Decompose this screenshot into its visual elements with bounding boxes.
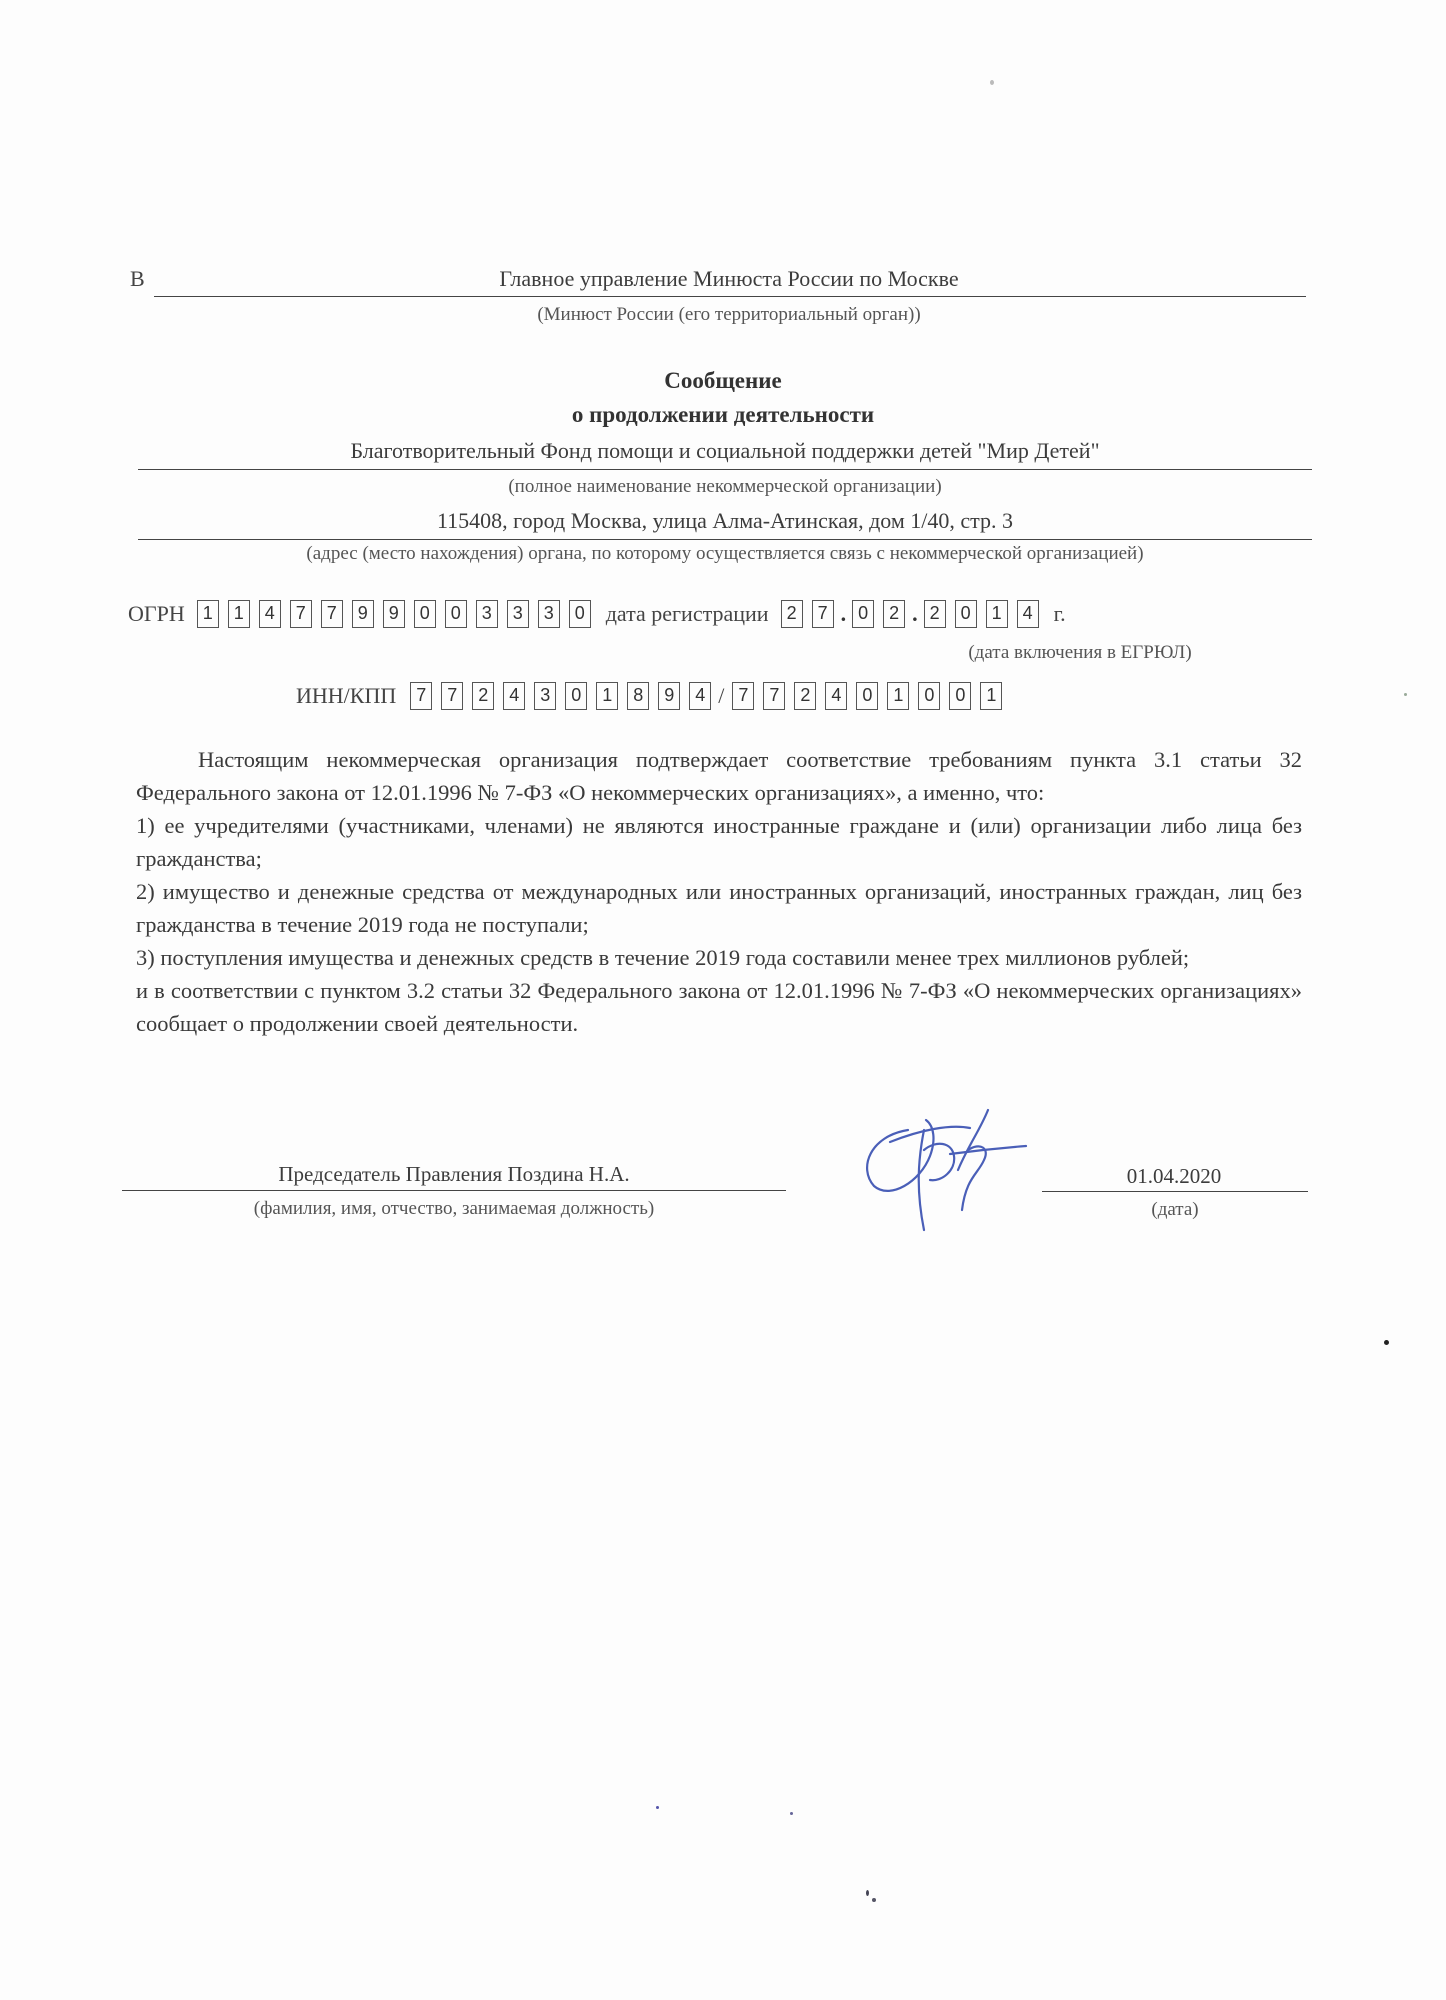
day-digit-cell: 7 xyxy=(812,600,834,628)
scan-speck xyxy=(656,1806,659,1809)
ogrn-digit-cell: 3 xyxy=(476,600,498,628)
inn-kpp-label: ИНН/КПП xyxy=(296,683,397,708)
inn-digit-cell: 1 xyxy=(596,682,618,710)
year-digit-cell: 0 xyxy=(955,600,977,628)
ogrn-row xyxy=(128,600,1066,628)
month-digit-cell: 0 xyxy=(852,600,874,628)
registration-month-cells xyxy=(852,600,914,628)
scan-speck xyxy=(866,1890,869,1896)
registration-date-label: дата регистрации xyxy=(605,601,769,626)
signature-date-caption: (дата) xyxy=(1151,1199,1199,1220)
date-separator: . xyxy=(840,601,847,626)
ogrn-label: ОГРН xyxy=(128,601,185,626)
inn-kpp-separator: / xyxy=(718,683,725,708)
signer-underline xyxy=(122,1190,786,1191)
document-title: Сообщение xyxy=(664,368,782,393)
registration-day-cells xyxy=(781,600,843,628)
inn-digit-cell: 8 xyxy=(627,682,649,710)
inn-digit-cell: 9 xyxy=(658,682,680,710)
scan-speck xyxy=(1404,693,1407,696)
year-digit-cell: 4 xyxy=(1017,600,1039,628)
kpp-digit-cell: 2 xyxy=(794,682,816,710)
kpp-digit-cell: 1 xyxy=(980,682,1002,710)
organization-address-caption: (адрес (место нахождения) органа, по которому осуществляется связь с некоммерческой организацией) xyxy=(306,543,1144,564)
kpp-digit-cell: 7 xyxy=(763,682,785,710)
registration-year-cells xyxy=(924,600,1048,628)
inn-kpp-row xyxy=(296,682,1011,710)
ogrn-digit-cell: 1 xyxy=(197,600,219,628)
inn-digit-cell: 4 xyxy=(689,682,711,710)
organization-name-caption: (полное наименование некоммерческой организации) xyxy=(508,476,942,497)
inn-digit-cell: 7 xyxy=(410,682,432,710)
ogrn-digit-cell: 0 xyxy=(414,600,436,628)
scan-speck xyxy=(1384,1340,1389,1345)
ogrn-digit-cell: 0 xyxy=(569,600,591,628)
statement-item-2: 2) имущество и денежные средства от международных или иностранных организаций, иностранных граждан, лиц без гражданства в течение 2019 года не поступали; xyxy=(136,879,1302,937)
ogrn-digit-cell: 7 xyxy=(290,600,312,628)
kpp-cells xyxy=(732,682,1011,710)
handwritten-signature xyxy=(850,1090,1040,1240)
ogrn-digit-cell: 3 xyxy=(507,600,529,628)
inn-cells xyxy=(410,682,720,710)
inn-digit-cell: 2 xyxy=(472,682,494,710)
ogrn-digit-cell: 4 xyxy=(259,600,281,628)
statement-closing: и в соответствии с пунктом 3.2 статьи 32 Федерального закона от 12.01.1996 № 7-ФЗ «О некоммерческих организациях» сообщает о продолжении своей деятельности. xyxy=(136,978,1302,1036)
organization-address: 115408, город Москва, улица Алма-Атинская, дом 1/40, стр. 3 xyxy=(436,508,1014,533)
inn-digit-cell: 7 xyxy=(441,682,463,710)
year-digit-cell: 2 xyxy=(924,600,946,628)
statement-intro: Настоящим некоммерческая организация подтверждает соответствие требованиям пункта 3.1 статьи 32 Федерального закона от 12.01.1996 № 7-ФЗ «О некоммерческих организациях», а именно, что: xyxy=(136,747,1302,805)
signature-date-underline xyxy=(1042,1191,1308,1192)
kpp-digit-cell: 1 xyxy=(887,682,909,710)
recipient-underline xyxy=(154,296,1306,297)
statement-item-3: 3) поступления имущества и денежных средств в течение 2019 года составили менее трех миллионов рублей; xyxy=(136,945,1190,970)
recipient-caption: (Минюст России (его территориальный орган)) xyxy=(537,304,921,325)
year-digit-cell: 1 xyxy=(986,600,1008,628)
inn-digit-cell: 0 xyxy=(565,682,587,710)
kpp-digit-cell: 7 xyxy=(732,682,754,710)
scan-speck xyxy=(990,80,994,85)
month-digit-cell: 2 xyxy=(883,600,905,628)
statement-body xyxy=(136,743,1302,1040)
kpp-digit-cell: 4 xyxy=(825,682,847,710)
date-separator: . xyxy=(912,601,918,626)
kpp-digit-cell: 0 xyxy=(918,682,940,710)
inn-digit-cell: 4 xyxy=(503,682,525,710)
recipient-prefix: В xyxy=(130,266,145,291)
recipient-name: Главное управление Минюста России по Москве xyxy=(499,266,959,291)
signer-name: Председатель Правления Поздина Н.А. xyxy=(278,1162,630,1186)
ogrn-digit-cell: 9 xyxy=(352,600,374,628)
ogrn-digit-cell: 3 xyxy=(538,600,560,628)
registration-date-caption: (дата включения в ЕГРЮЛ) xyxy=(968,642,1192,663)
organization-name-underline xyxy=(138,469,1312,470)
scan-speck xyxy=(790,1812,793,1815)
statement-item-1: 1) ее учредителями (участниками, членами) не являются иностранные граждане и (или) организации либо лица без гражданства; xyxy=(136,813,1302,871)
kpp-digit-cell: 0 xyxy=(856,682,878,710)
organization-name: Благотворительный Фонд помощи и социальной поддержки детей "Мир Детей" xyxy=(350,438,1100,463)
kpp-digit-cell: 0 xyxy=(949,682,971,710)
day-digit-cell: 2 xyxy=(781,600,803,628)
ogrn-digit-cell: 7 xyxy=(321,600,343,628)
organization-address-underline xyxy=(138,539,1312,540)
ogrn-cells xyxy=(197,600,600,628)
ogrn-digit-cell: 1 xyxy=(228,600,250,628)
document-subtitle: о продолжении деятельности xyxy=(571,402,875,427)
signer-caption: (фамилия, имя, отчество, занимаемая должность) xyxy=(253,1198,655,1219)
signature-date: 01.04.2020 xyxy=(1126,1164,1222,1188)
year-suffix: г. xyxy=(1053,601,1066,626)
ogrn-digit-cell: 9 xyxy=(383,600,405,628)
inn-digit-cell: 3 xyxy=(534,682,556,710)
ogrn-digit-cell: 0 xyxy=(445,600,467,628)
scan-speck xyxy=(872,1898,876,1902)
